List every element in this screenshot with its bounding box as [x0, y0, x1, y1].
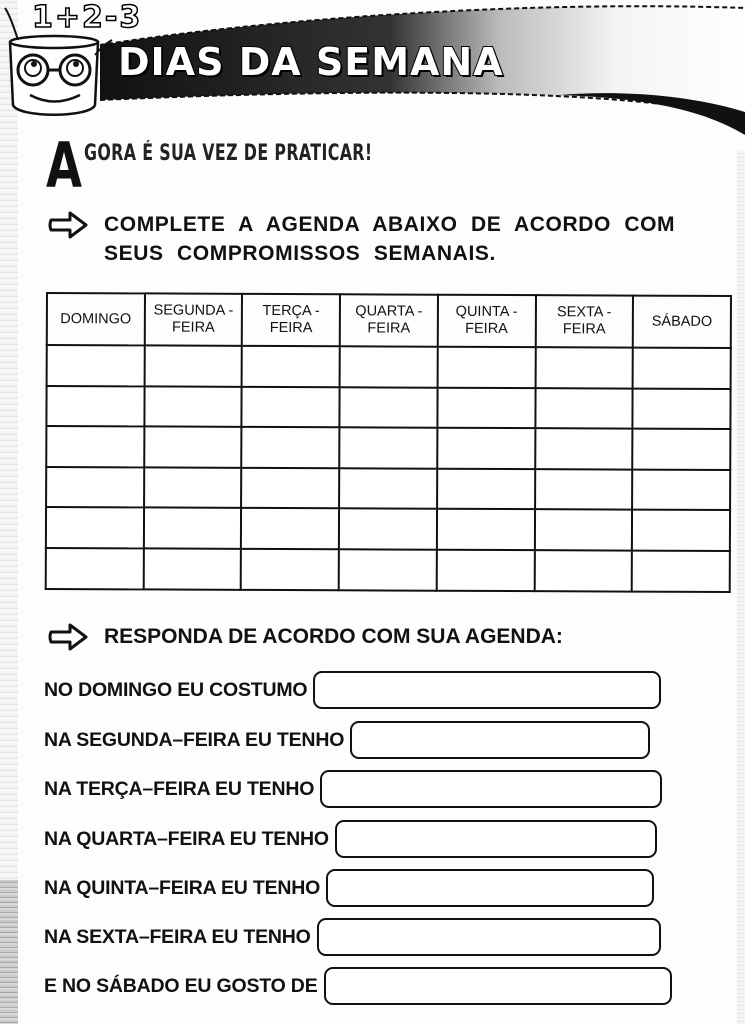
column-header-sabado	[633, 296, 731, 348]
column-header-label: SEGUNDA -	[153, 302, 234, 319]
page-title: DIAS DA SEMANA	[118, 40, 504, 84]
column-header-label: TERÇA -	[262, 302, 320, 320]
instruction-complete-agenda	[48, 210, 738, 268]
agenda-cell[interactable]	[535, 388, 633, 429]
agenda-cell[interactable]	[241, 508, 339, 549]
answer-label: E NO SÁBADO EU GOSTO DE	[44, 974, 318, 997]
column-header-sexta	[535, 295, 633, 347]
answer-field-quinta[interactable]	[326, 869, 654, 907]
answer-field-quarta[interactable]	[335, 820, 657, 858]
instruction-text: RESPONDA DE ACORDO COM SUA AGENDA:	[104, 625, 563, 648]
column-header-label: QUARTA -	[355, 303, 423, 320]
drop-cap: A	[46, 129, 82, 202]
agenda-cell[interactable]	[144, 467, 242, 508]
agenda-cell[interactable]	[534, 510, 632, 551]
agenda-cell[interactable]	[535, 469, 633, 510]
agenda-cell[interactable]	[339, 549, 437, 590]
answer-field-sabado[interactable]	[324, 967, 672, 1005]
section-title: GORA É SUA VEZ DE PRATICAR!	[84, 141, 373, 166]
column-header-label: FEIRA	[269, 319, 313, 337]
agenda-cell[interactable]	[241, 468, 339, 509]
agenda-cell[interactable]	[46, 548, 144, 589]
agenda-cell[interactable]	[46, 426, 144, 467]
agenda-cell[interactable]	[46, 507, 144, 548]
column-header-quinta	[438, 295, 536, 347]
agenda-cell[interactable]	[633, 348, 731, 389]
agenda-cell[interactable]	[437, 428, 535, 469]
agenda-cell[interactable]	[242, 427, 340, 468]
weekly-agenda-table	[45, 292, 732, 593]
agenda-cell[interactable]	[632, 551, 730, 592]
agenda-cell[interactable]	[437, 509, 535, 550]
table-row	[46, 426, 730, 470]
column-header-label: FEIRA	[465, 320, 508, 338]
agenda-cell[interactable]	[632, 510, 730, 551]
agenda-cell[interactable]	[242, 346, 340, 387]
table-row	[46, 386, 730, 430]
agenda-cell[interactable]	[46, 467, 144, 508]
agenda-cell[interactable]	[632, 469, 730, 510]
answer-label: NA QUINTA–FEIRA EU TENHO	[44, 876, 321, 899]
answer-row-quarta	[44, 818, 657, 860]
agenda-cell[interactable]	[144, 427, 242, 468]
agenda-cell[interactable]	[437, 468, 535, 509]
page-edge-texture-right	[737, 150, 745, 1024]
answer-label: NA SEGUNDA–FEIRA EU TENHO	[44, 728, 345, 751]
agenda-cell[interactable]	[437, 550, 535, 591]
answer-label: NO DOMINGO EU COSTUMO	[44, 678, 308, 701]
page-edge-texture	[0, 0, 18, 1024]
agenda-cell[interactable]	[47, 345, 145, 386]
answer-field-terca[interactable]	[320, 770, 662, 808]
agenda-cell[interactable]	[535, 428, 633, 469]
answer-label: NA SEXTA–FEIRA EU TENHO	[44, 925, 311, 948]
agenda-cell[interactable]	[339, 427, 437, 468]
arrow-right-icon	[48, 622, 90, 652]
agenda-cell[interactable]	[633, 388, 731, 429]
agenda-cell[interactable]	[242, 386, 340, 427]
answer-row-sexta	[44, 916, 661, 958]
answer-row-quinta	[44, 867, 654, 909]
answer-row-domingo	[44, 669, 661, 711]
column-header-segunda	[144, 293, 242, 345]
instruction-answer	[48, 622, 563, 652]
agenda-cell[interactable]	[144, 345, 242, 386]
answer-label: NA QUARTA–FEIRA EU TENHO	[44, 827, 329, 850]
agenda-cell[interactable]	[340, 346, 438, 387]
column-header-domingo	[47, 293, 145, 345]
answer-label: NA TERÇA–FEIRA EU TENHO	[44, 777, 315, 800]
agenda-cell[interactable]	[437, 347, 535, 388]
table-row	[46, 507, 730, 551]
page-edge-shadow	[0, 880, 18, 1024]
answer-field-sexta[interactable]	[317, 918, 661, 956]
column-header-label: SEXTA -	[556, 304, 612, 321]
agenda-cell[interactable]	[143, 548, 241, 589]
column-header-label: FEIRA	[562, 321, 606, 338]
answer-row-terca	[44, 768, 662, 810]
table-row	[47, 345, 731, 389]
answer-field-domingo[interactable]	[313, 671, 661, 709]
agenda-cell[interactable]	[241, 549, 339, 590]
answer-field-segunda[interactable]	[350, 721, 650, 759]
agenda-cell[interactable]	[632, 429, 730, 470]
agenda-cell[interactable]	[534, 550, 632, 591]
agenda-cell[interactable]	[339, 468, 437, 509]
table-header-row	[47, 293, 731, 348]
agenda-cell[interactable]	[340, 387, 438, 428]
agenda-cell[interactable]	[144, 386, 242, 427]
header-banner	[0, 0, 745, 135]
agenda-cell[interactable]	[437, 387, 535, 428]
answer-row-segunda	[44, 719, 650, 761]
agenda-cell[interactable]	[46, 386, 144, 427]
banner-formula: 1+2-3	[32, 0, 143, 35]
column-header-label: SÁBADO	[651, 313, 713, 330]
arrow-right-icon	[48, 210, 90, 240]
column-header-label: FEIRA	[172, 319, 215, 336]
answer-row-sabado	[44, 965, 672, 1007]
agenda-cell[interactable]	[144, 508, 242, 549]
instruction-text: COMPLETE A AGENDA ABAIXO DE ACORDO COM SEUS COMPROMISSOS SEMANAIS.	[104, 213, 676, 265]
table-row	[46, 467, 730, 511]
agenda-cell[interactable]	[339, 509, 437, 550]
column-header-label: DOMINGO	[60, 310, 132, 327]
column-header-label: FEIRA	[367, 320, 411, 337]
column-header-label: QUINTA -	[455, 303, 518, 321]
column-header-quarta	[340, 294, 438, 346]
table-row	[46, 548, 730, 592]
agenda-cell[interactable]	[535, 347, 633, 388]
column-header-terca	[242, 294, 340, 346]
